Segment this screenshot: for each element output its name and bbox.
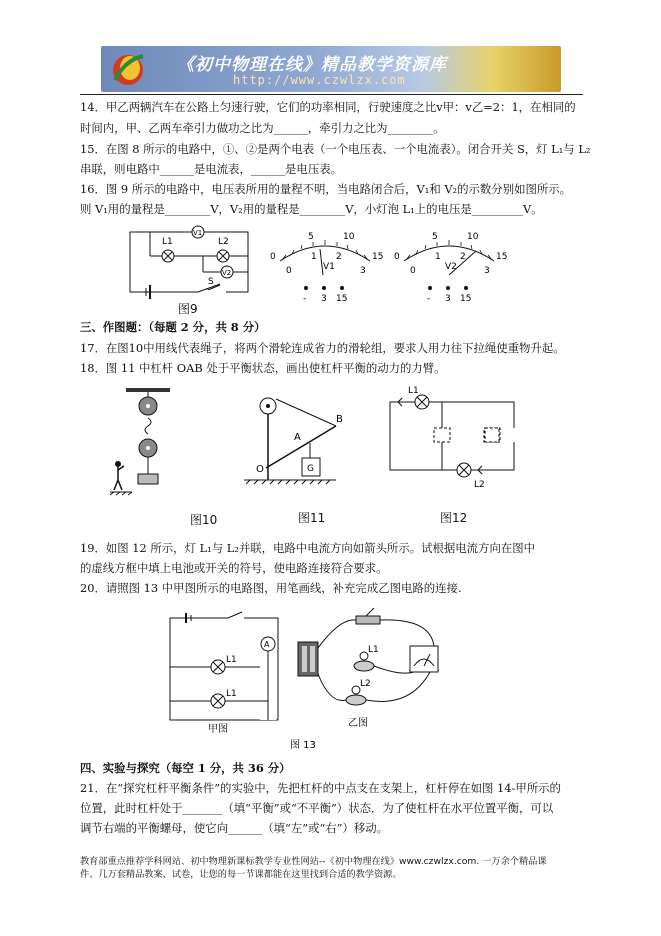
q17-line: 17．在图10中用线代表绳子，将两个滑轮连成省力的滑轮组，要求人用力往下拉绳使重物升起。 [80,341,565,355]
v1-top-tick-5: 5 [308,232,314,242]
q14-line1: 14．甲乙两辆汽车在公路上匀速行驶，它们的功率相同，行驶速度之比v甲：v乙=2：1，在相同的 [80,100,576,114]
figure-10-caption: 图10 [190,513,218,527]
v2-bottom-tick-0: 0 [410,266,416,276]
v2-top-tick-10: 10 [467,232,479,242]
footer-line2: 件、几万套精品教案、试卷，让您的每一节课都能在这里找到合适的教学资源。 [80,869,402,880]
v2-terminal-3: 3 [445,294,451,304]
header-rule [80,94,583,95]
figure-10-pulleys [108,386,188,506]
label-l1: L1 [408,386,419,396]
label-v2: V2 [222,269,232,277]
q19-line2: 的虚线方框中填上电池或开关的符号，使电路连接符合要求。 [80,561,388,575]
q15-line1: 15．在图 8 所示的电路中，①、②是两个电表（一个电压表、一个电流表）。闭合开关 S，灯 L₁与 L₂ [80,142,591,156]
label-g: G [307,464,314,474]
v1-terminal-neg: - [303,294,307,304]
label-l1: L1 [162,237,173,247]
figure-13-caption: 图 13 [290,740,316,751]
label-o: O [256,464,264,475]
q21-line1: 21．在“探究杠杆平衡条件”的实验中，先把杠杆的中点支在支架上，杠杆停在如图 14-甲所示的 [80,781,561,795]
banner-title: 《初中物理在线》精品教学资源库 [177,55,447,75]
label-b: B [336,414,343,425]
v2-top-tick-5: 5 [432,232,438,242]
label-a: A [294,432,301,443]
q18-line: 18．图 11 中杠杆 OAB 处于平衡状态，画出使杠杆平衡的动力的力臂。 [80,361,446,375]
jia-l1b: L1 [226,689,237,699]
v2-terminal-15: 15 [460,294,472,304]
v1-terminal-3: 3 [321,294,327,304]
yi-l2: L2 [360,679,371,689]
site-logo-icon [109,50,147,88]
meter-v2 [392,225,507,305]
v1-bottom-tick-2: 2 [336,252,342,262]
yi-l1: L1 [368,645,379,655]
v1-bottom-tick-0: 0 [286,266,292,276]
jia-caption: 甲图 [208,724,228,735]
figure-11-caption: 图11 [298,511,326,525]
footer-line1: 教育部重点推荐学科网站、初中物理新课标教学专业性网站--《初中物理在线》www.czwlzx.com. 一万余个精品课 [80,856,547,867]
figure-9-circuit [128,222,268,300]
figure-13-circuits [160,608,460,754]
q19-line1: 19．如图 12 所示，灯 L₁与 L₂并联，电路中电流方向如箭头所示。试根据电流方向在图中 [80,541,536,555]
v1-top-tick-15: 15 [372,252,383,262]
q16-line1: 16．图 9 所示的电路中，电压表所用的量程不明，当电路闭合后，V₁和 V₂的示数分别如图所示。 [80,182,572,196]
q14-line2: 时间内，甲、乙两车牵引力做功之比为______，牵引力之比为________。 [80,121,445,135]
yi-physical [298,608,438,705]
v1-top-tick-0: 0 [270,252,276,262]
figure-9-caption: 图9 [178,302,198,316]
figure-12-caption: 图12 [440,511,468,525]
v2-bottom-tick-1: 1 [435,252,441,262]
jia-schematic [170,612,278,720]
v1-label: V1 [323,262,335,272]
header-banner [101,46,561,92]
q15-line2: 串联，则电路中______是电流表，______是电压表。 [80,162,342,176]
banner-url[interactable]: http://www.czwlzx.com [233,73,406,87]
v1-bottom-tick-1: 1 [311,252,317,262]
q16-line2: 则 V₁用的量程是________V，V₂用的量程是________V，小灯泡 L₁上的电压是_________V。 [80,202,543,216]
section-4-heading: 四、实验与探究（每空 1 分，共 36 分） [80,761,291,775]
q21-line3: 调节右端的平衡螺母，使它向______（填“左”或“右”）移动。 [80,821,389,835]
v1-bottom-tick-3: 3 [360,266,366,276]
v2-bottom-tick-2: 2 [460,252,466,262]
v2-terminal-neg: - [427,294,431,304]
q20-line: 20．请照图 13 中甲图所示的电路图，用笔画线，补充完成乙图电路的连接. [80,581,462,595]
figure-11-lever [236,388,346,488]
jia-l1: L1 [226,655,237,665]
v2-bottom-tick-3: 3 [484,266,490,276]
q21-line2: 位置，此时杠杆处于_______（填“平衡”或“不平衡”）状态．为了使杠杆在水平位置平衡，可以 [80,801,554,815]
v2-top-tick-15: 15 [496,252,507,262]
figure-12-circuit [384,384,524,489]
meter-v1 [268,225,383,305]
v2-label: V2 [445,262,457,272]
ammeter-label: A [264,640,270,649]
label-l2: L2 [218,237,229,247]
label-l2: L2 [474,480,485,489]
v1-terminal-15: 15 [336,294,348,304]
v2-top-tick-0: 0 [394,252,400,262]
label-v1: V1 [193,229,203,237]
v1-top-tick-10: 10 [343,232,355,242]
label-s: S [208,277,214,287]
section-3-heading: 三、作图题：（每题 2 分，共 8 分） [80,320,266,334]
yi-caption: 乙图 [348,718,368,729]
